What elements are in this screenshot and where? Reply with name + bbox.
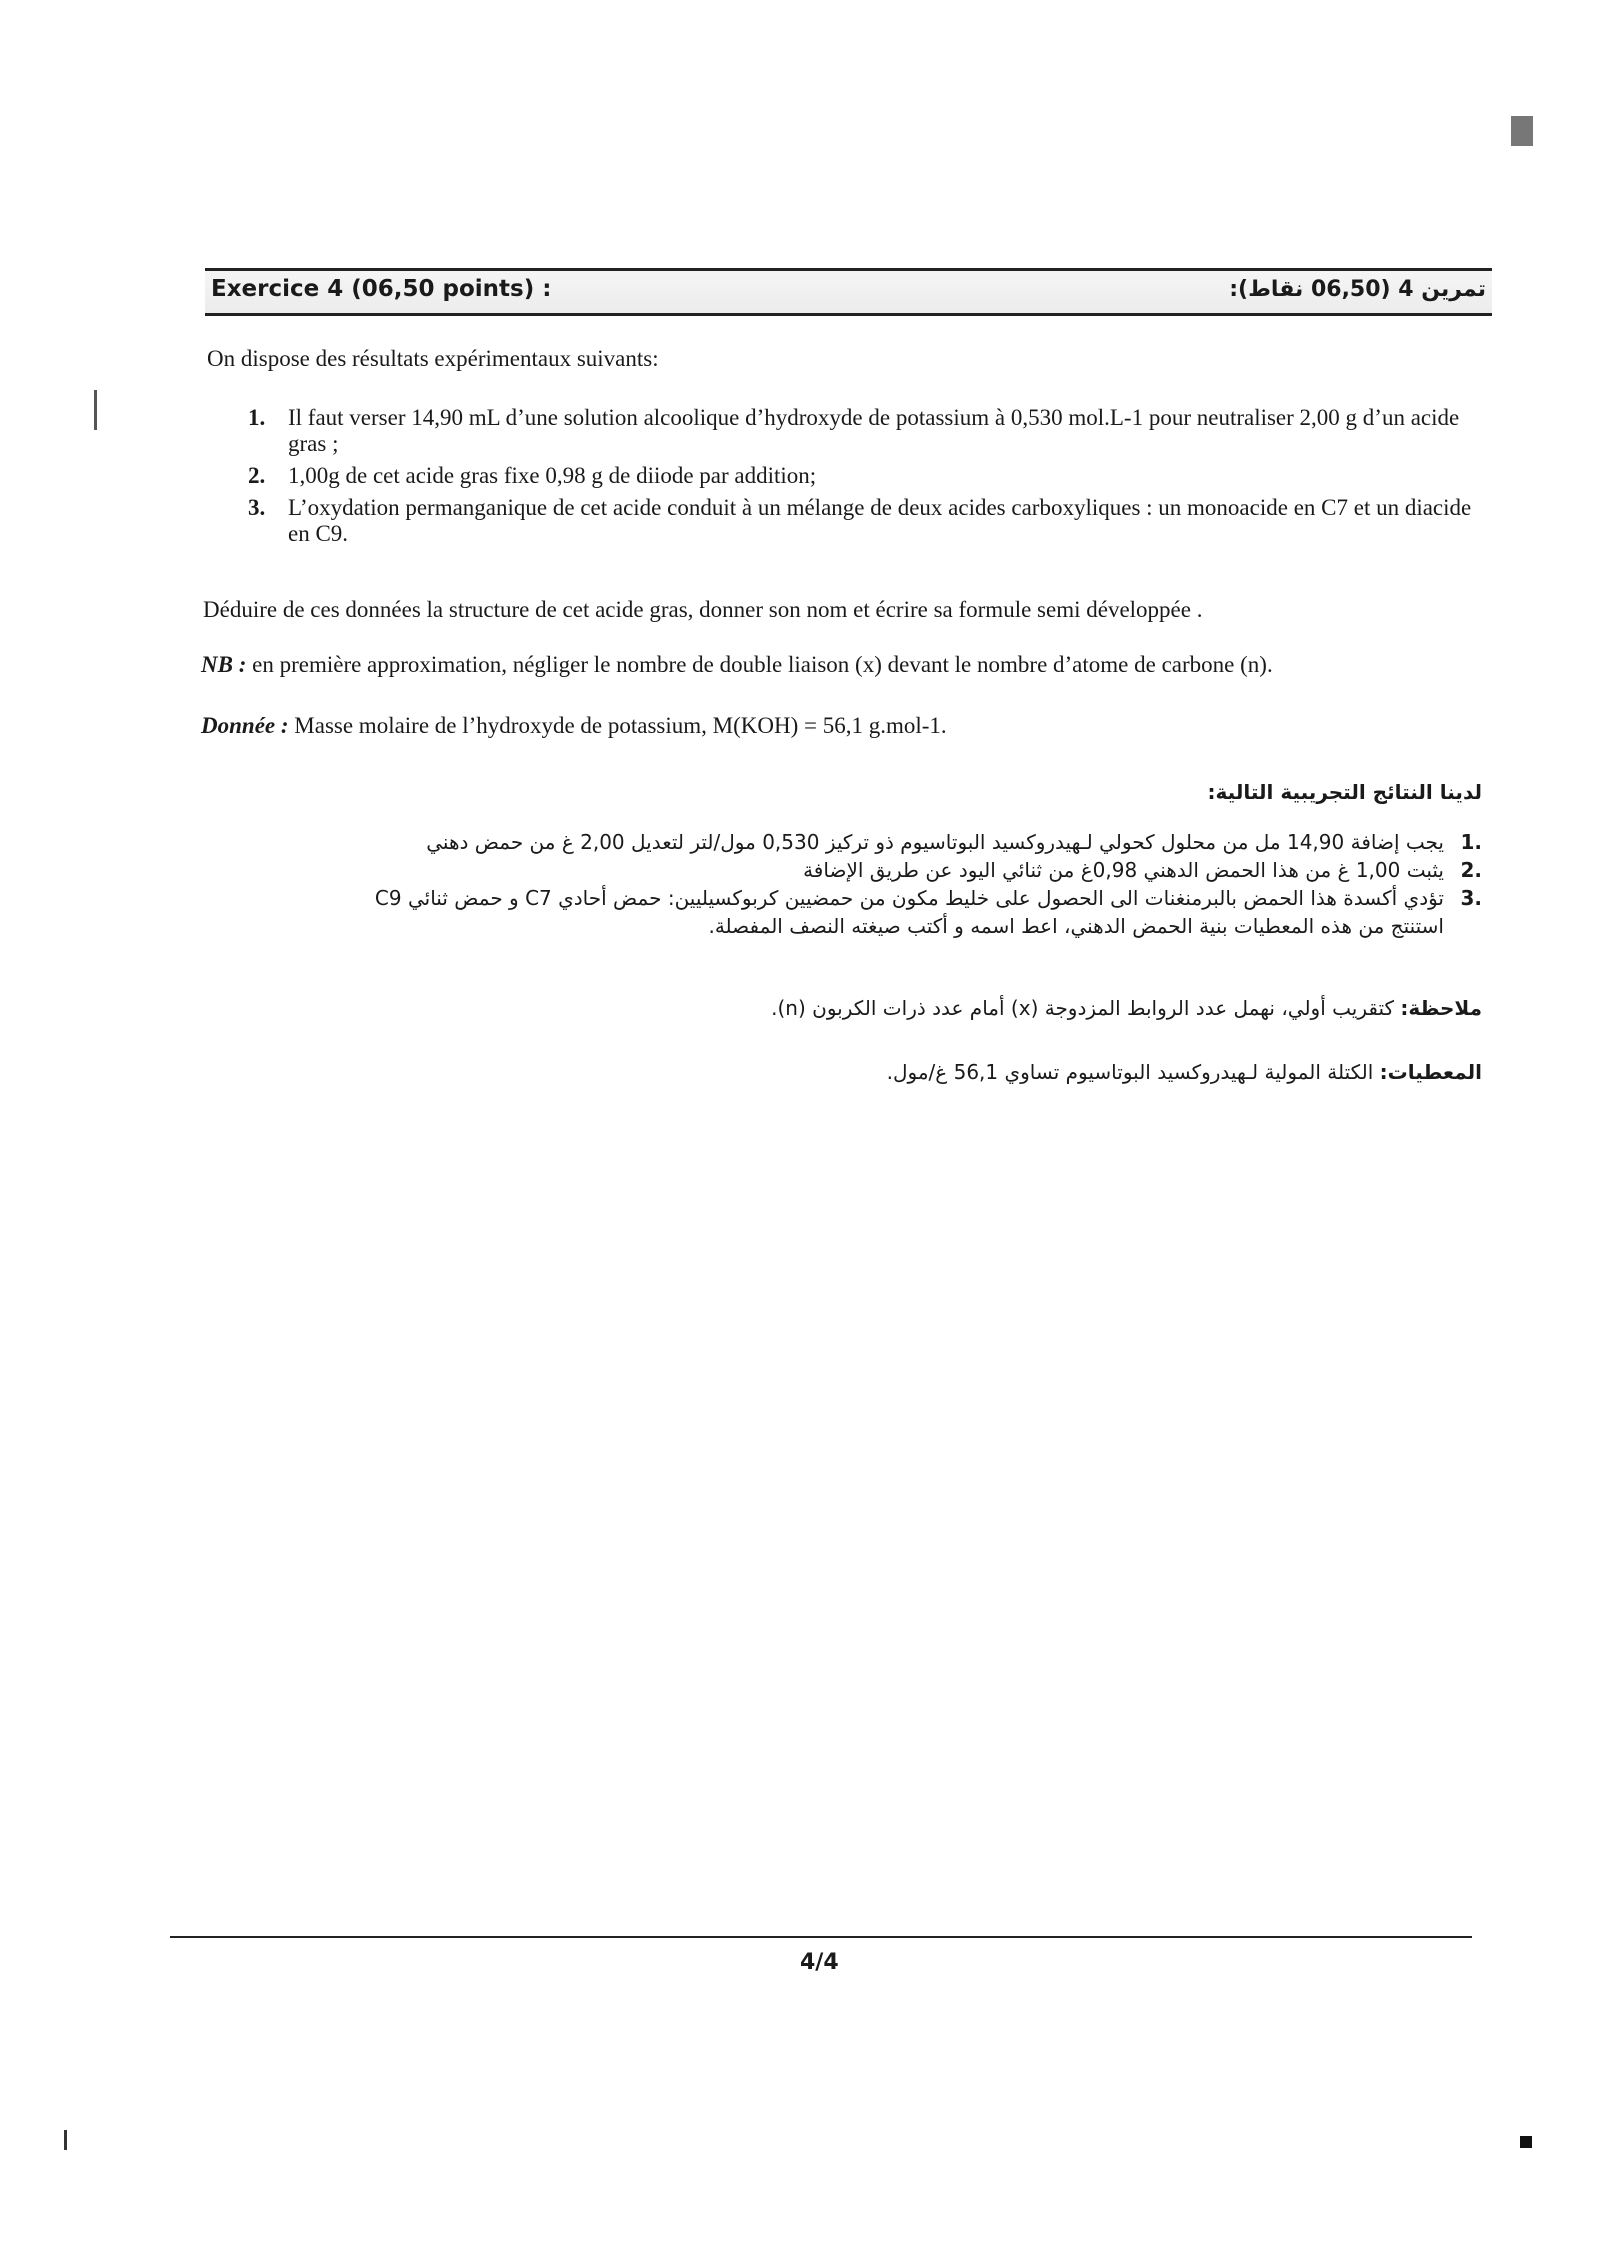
list-item bbox=[282, 856, 1482, 884]
item-text: يثبت 1,00 غ من هذا الحمض الدهني 0,98غ من ثنائي اليود عن طريق الإضافة bbox=[803, 858, 1444, 882]
item-number: 1. bbox=[248, 405, 266, 430]
item-number: 2. bbox=[248, 463, 266, 488]
exercise-title-ar: تمرين 4 (06,50 نقاط): bbox=[1229, 277, 1486, 302]
exercise-header bbox=[205, 268, 1492, 316]
item-number: .1 bbox=[1460, 830, 1482, 854]
item-text: تؤدي أكسدة هذا الحمض بالبرمنغنات الى الحصول على خليط مكون من حمضيين كربوكسيليين: حمض أحادي C7 و حمض ثنائي C9 bbox=[374, 886, 1444, 910]
arabic-given-data bbox=[887, 1058, 1482, 1086]
arabic-note bbox=[771, 994, 1482, 1022]
donnee-text: Masse molaire de l’hydroxyde de potassium, M(KOH) = 56,1 g.mol-1. bbox=[294, 713, 947, 738]
list-item bbox=[282, 884, 1482, 912]
list-item bbox=[248, 405, 1488, 457]
item-number: 3. bbox=[248, 495, 266, 520]
item-number: .2 bbox=[1460, 858, 1482, 882]
donnee-label: Donnée : bbox=[201, 713, 289, 738]
nb-text: en première approximation, négliger le nombre de double liaison (x) devant le nombre d’atome de carbone (n). bbox=[252, 652, 1273, 677]
scan-mark bbox=[1520, 2136, 1532, 2148]
scan-mark bbox=[64, 2130, 67, 2150]
arabic-intro: لدينا النتائج التجريبية التالية: bbox=[1207, 780, 1482, 804]
item-text: Il faut verser 14,90 mL d’une solution alcoolique d’hydroxyde de potassium à 0,530 mol.L-1 pour neutraliser 2,00 g d’un acide gras ; bbox=[288, 405, 1460, 456]
note-text: كتقريب أولي، نهمل عدد الروابط المزدوجة (x) أمام عدد ذرات الكربون (n). bbox=[771, 996, 1395, 1020]
page-number: 4/4 bbox=[800, 1950, 839, 1975]
item-text: L’oxydation permanganique de cet acide conduit à un mélange de deux acides carboxyliques : un monoacide en C7 et un diacide en C9. bbox=[288, 495, 1472, 546]
list-item bbox=[282, 828, 1482, 856]
french-nb bbox=[201, 651, 1273, 679]
list-item bbox=[248, 463, 1488, 489]
scan-mark bbox=[1511, 116, 1533, 146]
french-given-data bbox=[201, 712, 947, 740]
data-text: الكتلة المولية لـهيدروكسيد البوتاسيوم تساوي 56,1 غ/مول. bbox=[886, 1060, 1374, 1084]
item-text: يجب إضافة 14,90 مل من محلول كحولي لـهيدروكسيد البوتاسيوم ذو تركيز 0,530 مول/لتر لتعديل 2,00 غ من حمض دهني bbox=[426, 830, 1444, 854]
french-results-list bbox=[248, 405, 1488, 553]
list-item bbox=[248, 495, 1488, 547]
arabic-results-list bbox=[282, 828, 1482, 940]
footer-divider bbox=[170, 1936, 1472, 1938]
nb-label: NB : bbox=[201, 652, 247, 677]
note-label: ملاحظة: bbox=[1400, 996, 1482, 1020]
french-question: Déduire de ces données la structure de cet acide gras, donner son nom et écrire sa formule semi développée . bbox=[203, 597, 1203, 622]
item-text: 1,00g de cet acide gras fixe 0,98 g de diiode par addition; bbox=[288, 463, 817, 488]
french-intro: On dispose des résultats expérimentaux suivants: bbox=[207, 346, 659, 371]
exercise-title-fr: Exercice 4 (06,50 points) : bbox=[211, 276, 552, 302]
item-number: .3 bbox=[1460, 886, 1482, 910]
arabic-question: استنتج من هذه المعطيات بنية الحمض الدهني، اعط اسمه و أكتب صيغته النصف المفصلة. bbox=[708, 914, 1444, 938]
scan-mark bbox=[94, 390, 97, 430]
data-label: المعطيات: bbox=[1379, 1060, 1482, 1084]
